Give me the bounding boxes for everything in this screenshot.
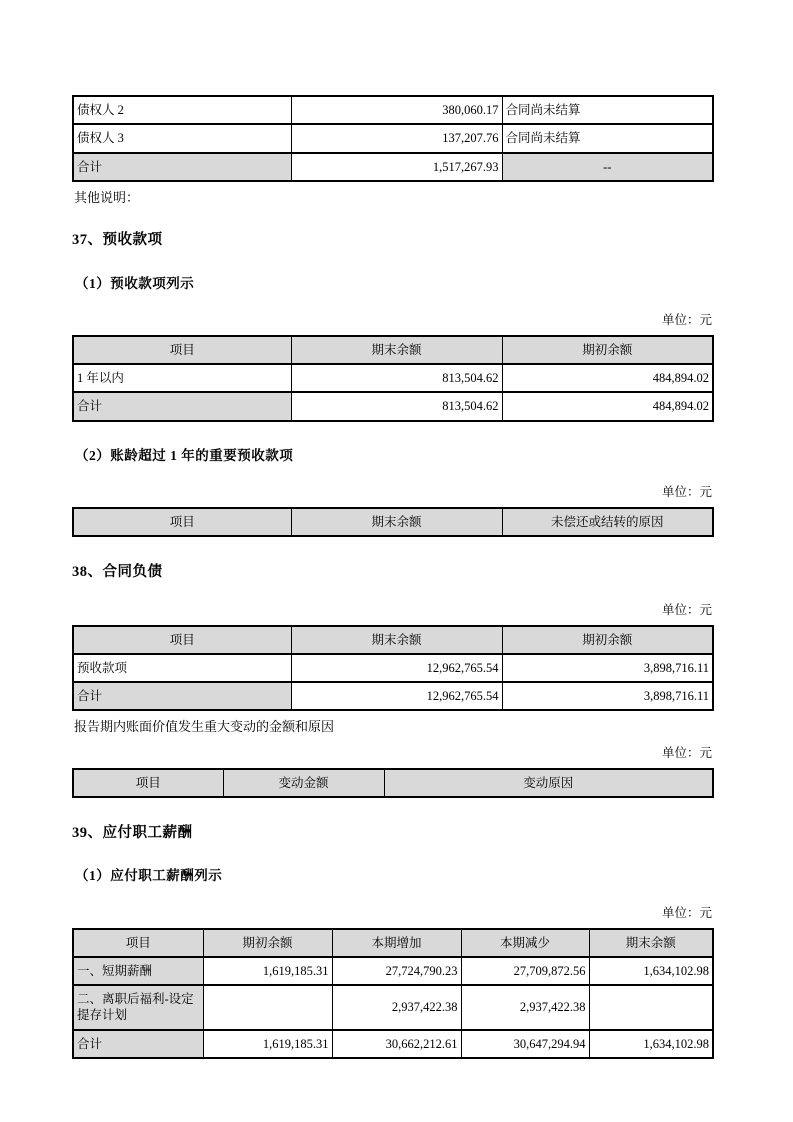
cell-total-reason: -- (502, 153, 713, 181)
section-37-title: 37、预收款项 (72, 232, 163, 249)
cell-total-amount: 1,517,267.93 (291, 153, 502, 181)
header-closing-balance: 期末余额 (291, 508, 502, 536)
table-header-row (73, 769, 713, 797)
table-header-row (73, 336, 713, 364)
cell-opening-balance: 1,619,185.31 (203, 957, 332, 985)
aged-advance-payments-table (72, 507, 714, 537)
table-row (73, 96, 713, 124)
section-37-2-title: （2）账龄超过 1 年的重要预收款项 (75, 447, 294, 463)
cell-reason: 合同尚未结算 (502, 96, 713, 124)
table-header-row (73, 929, 713, 957)
table-header-row (73, 626, 713, 654)
cell-total-label: 合计 (73, 682, 291, 710)
cell-closing-balance (589, 985, 713, 1030)
table-row (73, 957, 713, 985)
header-opening-balance: 期初余额 (502, 336, 713, 364)
unit-label: 单位：元 (661, 312, 712, 327)
advance-payments-table (72, 335, 714, 422)
unit-label: 单位：元 (661, 602, 712, 617)
section-39-title: 39、应付职工薪酬 (72, 825, 193, 842)
cell-total-opening: 484,894.02 (502, 392, 713, 420)
book-value-change-table (72, 768, 714, 798)
table-header-row (73, 508, 713, 536)
cell-period-decrease: 27,709,872.56 (461, 957, 589, 985)
header-change-reason: 变动原因 (384, 769, 713, 797)
cell-total-opening: 3,898,716.11 (502, 682, 713, 710)
unit-label: 单位：元 (661, 745, 712, 760)
cell-item: 二、离职后福利-设定提存计划 (73, 985, 203, 1030)
cell-amount: 380,060.17 (291, 96, 502, 124)
cell-opening-balance (203, 985, 332, 1030)
table-row (73, 364, 713, 392)
cell-item: 预收款项 (73, 654, 291, 682)
header-item: 项目 (73, 769, 223, 797)
cell-item: 1 年以内 (73, 364, 291, 392)
change-note: 报告期内账面价值发生重大变动的金额和原因 (74, 719, 335, 735)
cell-amount: 137,207.76 (291, 124, 502, 152)
cell-total-decrease: 30,647,294.94 (461, 1030, 589, 1058)
page-content (72, 0, 712, 1059)
cell-creditor-name: 债权人 2 (73, 96, 291, 124)
cell-total-label: 合计 (73, 1030, 203, 1058)
cell-period-increase: 2,937,422.38 (332, 985, 461, 1030)
cell-creditor-name: 债权人 3 (73, 124, 291, 152)
header-opening-balance: 期初余额 (203, 929, 332, 957)
table-row (73, 124, 713, 152)
unit-label: 单位：元 (661, 484, 712, 499)
header-item: 项目 (73, 336, 291, 364)
cell-reason: 合同尚未结算 (502, 124, 713, 152)
cell-total-closing: 1,634,102.98 (589, 1030, 713, 1058)
creditors-table (72, 95, 714, 182)
header-closing-balance: 期末余额 (291, 336, 502, 364)
unit-label: 单位：元 (661, 905, 712, 920)
header-opening-balance: 期初余额 (502, 626, 713, 654)
header-change-amount: 变动金额 (223, 769, 384, 797)
cell-closing-balance: 813,504.62 (291, 364, 502, 392)
cell-period-increase: 27,724,790.23 (332, 957, 461, 985)
table-row (73, 985, 713, 1030)
table-row (73, 654, 713, 682)
cell-opening-balance: 484,894.02 (502, 364, 713, 392)
cell-total-label: 合计 (73, 392, 291, 420)
cell-total-label: 合计 (73, 153, 291, 181)
section-37-1-title: （1）预收款项列示 (75, 275, 195, 291)
header-unsettled-reason: 未偿还或结转的原因 (502, 508, 713, 536)
cell-opening-balance: 3,898,716.11 (502, 654, 713, 682)
cell-total-increase: 30,662,212.61 (332, 1030, 461, 1058)
cell-period-decrease: 2,937,422.38 (461, 985, 589, 1030)
table-total-row (73, 1030, 713, 1058)
header-item: 项目 (73, 929, 203, 957)
cell-total-opening: 1,619,185.31 (203, 1030, 332, 1058)
contract-liabilities-table (72, 625, 714, 712)
header-period-decrease: 本期减少 (461, 929, 589, 957)
header-item: 项目 (73, 508, 291, 536)
header-period-increase: 本期增加 (332, 929, 461, 957)
cell-closing-balance: 12,962,765.54 (291, 654, 502, 682)
table-total-row (73, 153, 713, 181)
header-closing-balance: 期末余额 (589, 929, 713, 957)
cell-total-closing: 813,504.62 (291, 392, 502, 420)
employee-compensation-table (72, 928, 714, 1059)
cell-total-closing: 12,962,765.54 (291, 682, 502, 710)
other-note: 其他说明： (74, 189, 140, 205)
section-39-1-title: （1）应付职工薪酬列示 (75, 868, 223, 884)
cell-closing-balance: 1,634,102.98 (589, 957, 713, 985)
cell-item: 一、短期薪酬 (73, 957, 203, 985)
table-total-row (73, 682, 713, 710)
header-closing-balance: 期末余额 (291, 626, 502, 654)
header-item: 项目 (73, 626, 291, 654)
section-38-title: 38、合同负债 (72, 564, 163, 581)
table-total-row (73, 392, 713, 420)
